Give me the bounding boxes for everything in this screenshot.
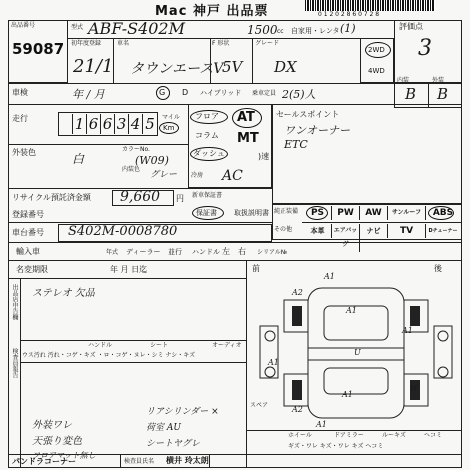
row-line: [8, 242, 462, 243]
option-item: サンルーフ: [388, 206, 426, 220]
row-line: [8, 144, 188, 145]
mileage-digit: 5: [145, 115, 155, 133]
divider: [210, 38, 211, 83]
row-line: [20, 340, 246, 341]
mileage-digit: 4: [129, 114, 143, 134]
score-label: 評価点: [399, 22, 423, 31]
interior-header: オーディオ: [212, 342, 242, 349]
interior-note: 荷室 AU: [146, 423, 181, 433]
registration-label: 登録番号: [12, 210, 44, 219]
interior-note: リアシリンダー ×: [146, 407, 219, 417]
selling-points-label: セールスポイント: [276, 110, 340, 119]
row-line: [68, 38, 394, 39]
cooler-value: AC: [222, 168, 243, 184]
lot-number: 59087: [12, 40, 65, 58]
usage-marks: (1): [340, 22, 356, 35]
displacement-value: 1500: [247, 23, 278, 37]
diagram-front-label: 前: [252, 264, 260, 273]
divider: [252, 38, 253, 83]
option-item: PS: [304, 206, 332, 220]
warranty-item: 保証書: [196, 209, 217, 217]
color-no-label: カラーNo.: [122, 146, 150, 153]
row-line: [8, 260, 462, 261]
dash-option: ダッシュ: [193, 149, 225, 158]
interior-notes: ウス汚れ 汚れ・コゲ・キズ ・ロ・コゲ・ヌレ・シミ ナシ・キズ: [22, 352, 196, 359]
inspection-value: 年 / 月: [72, 88, 105, 101]
recycle-label: リサイクル預託済金額: [12, 193, 91, 202]
recycle-value: 9,660: [120, 189, 161, 205]
inspection-label: 車検: [12, 88, 28, 97]
interior-header: ハンドル: [88, 342, 113, 349]
drive-2wd: 2WD: [368, 46, 385, 54]
spare-header: ヘコミ: [424, 432, 443, 439]
damage-mark: A1: [342, 390, 353, 399]
exterior-score-label: 外装: [432, 77, 445, 84]
row-line: [302, 222, 462, 223]
int-color-label: 内装色: [122, 166, 141, 173]
option-item: エアバッグ: [332, 224, 360, 252]
seats-label: 乗車定員: [252, 90, 277, 97]
inspector-label: 検査員氏名: [124, 458, 155, 465]
name-change-date: 年 月 日迄: [110, 265, 148, 274]
damage-mark: A1: [268, 358, 279, 367]
inspector-name: 横井 玲太朗: [166, 456, 209, 465]
footer-corner-label: パンドラコーナー: [12, 457, 76, 466]
exterior-score-value: B: [437, 85, 449, 103]
floor-option: フロア: [195, 112, 219, 121]
mileage-digit: [59, 114, 73, 134]
option-ps-circle: [306, 206, 328, 220]
mileage-unit-mile: マイル: [162, 114, 180, 121]
row-line: [8, 454, 462, 455]
options-label: 純正装備: [274, 208, 299, 215]
options2-label: その他: [274, 226, 293, 233]
import-year-label: 年式: [106, 249, 119, 256]
sheet-logo: Mac 神戸 出品票: [155, 4, 269, 19]
import-label: 輸入車: [16, 247, 40, 256]
seats-value: 2(5)人: [282, 88, 316, 101]
barcode-number: 0 1 2 0 2 8 6 0 7 2 8: [318, 11, 380, 18]
damage-mark: A2: [292, 288, 303, 297]
interior-score-value: B: [405, 85, 417, 103]
option-item: ナビ: [360, 224, 388, 238]
score-value: 3: [418, 36, 432, 61]
lot-label: 出品番号: [11, 22, 36, 29]
option-item: ABS: [432, 208, 454, 218]
declaration-line: フロアマット無し: [32, 451, 96, 460]
row-line: [246, 430, 462, 431]
option-item: PW: [332, 206, 360, 220]
import-handle-label: ハンドル: [192, 248, 220, 256]
damage-mark: A1: [346, 306, 357, 315]
spare-header: ルーキズ: [382, 432, 406, 439]
import-right: 右: [238, 247, 246, 256]
fuel-hybrid: ハイブリッド: [200, 89, 242, 97]
name-label: 車名: [117, 40, 130, 47]
mileage-digit: 6: [87, 114, 101, 134]
first-reg-value: 21/1: [73, 56, 114, 77]
import-left: 左: [222, 247, 230, 256]
mileage-digit: 6: [101, 114, 115, 134]
declaration-label: 出品店申告欄: [11, 284, 18, 320]
interior-note: シートヤグレ: [146, 439, 201, 449]
row-line: [8, 83, 394, 84]
int-color-value: グレー: [150, 170, 178, 180]
declaration-line: 外装ワレ: [32, 420, 72, 431]
chassis-value: S402M-0008780: [68, 224, 178, 239]
color-no-value: (W09): [135, 154, 169, 167]
mileage-label: 走行: [12, 114, 28, 123]
name-change-label: 名変期限: [16, 265, 48, 274]
selling-point-line: ETC: [284, 138, 308, 151]
damage-mark: A1: [402, 326, 413, 335]
divider: [113, 38, 114, 83]
chassis-label: 車台番号: [12, 228, 44, 237]
option-item: 本革: [304, 224, 332, 238]
option-item: Dチューナー: [428, 228, 458, 234]
first-reg-label: 初年度登録: [71, 40, 102, 47]
mileage-digit: 3: [115, 114, 129, 134]
body-label: F 形状: [212, 40, 230, 47]
import-dealer: ディーラー: [126, 248, 161, 256]
declaration-line: 天張り変色: [32, 436, 82, 447]
grade-value: DX: [274, 58, 297, 76]
cooler-label: 冷房: [191, 172, 204, 179]
usage-label: 自家用・レンタ: [291, 27, 340, 35]
spare-label: スペア: [250, 402, 269, 409]
spare-header: ドアミラー: [334, 432, 364, 439]
damage-mark: A2: [292, 405, 303, 414]
row-line: [20, 362, 246, 363]
warranty-item: 取扱説明書: [234, 209, 269, 217]
recycle-unit: 円: [176, 194, 184, 203]
interior-header: シート: [150, 342, 169, 349]
grade-label: グレード: [255, 40, 280, 47]
declaration-line: ステレオ 欠品: [32, 288, 95, 299]
mt-option: MT: [237, 131, 259, 146]
damage-mark: W: [410, 384, 419, 393]
warranty-label: 新車保証書: [192, 192, 223, 199]
damage-mark: A1: [324, 272, 335, 281]
drive-4wd: 4WD: [368, 67, 385, 75]
interior-check-label: 検査員報告: [11, 348, 18, 378]
fuel-gas: G: [159, 88, 166, 97]
body-value: 5V: [222, 58, 243, 76]
barcode: [305, 0, 435, 11]
mileage-digit: 1: [73, 114, 87, 134]
displacement-unit: cc: [277, 28, 284, 35]
fuel-diesel: D: [182, 88, 189, 97]
row-line: [8, 278, 246, 279]
diagram-rear-label: 後: [434, 264, 442, 273]
column-option: コラム: [195, 131, 219, 140]
spare-row: ギズ・ワレ キズ・ワレ キズ ヘコミ: [288, 443, 384, 450]
import-parallel: 並行: [168, 248, 182, 256]
ext-color-value: 白: [72, 152, 85, 166]
option-item: TV: [388, 224, 426, 238]
model-label: 型式: [71, 24, 84, 31]
row-line: [8, 222, 272, 223]
divider: [246, 260, 247, 468]
speed-label: )速: [258, 152, 270, 161]
selling-point-line: ワンオーナー: [284, 124, 350, 137]
damage-mark: U: [354, 348, 361, 357]
interior-score-label: 内装: [397, 77, 410, 84]
option-item: AW: [360, 206, 388, 220]
at-option: AT: [237, 110, 255, 125]
spare-header: ホイール: [288, 432, 312, 439]
mileage-unit-km: Km: [163, 124, 175, 132]
ext-color-label: 外装色: [12, 148, 36, 157]
name-value: タウンエースV: [130, 61, 224, 77]
option-abs-circle: [428, 206, 454, 220]
model-value: ABF-S402M: [88, 19, 185, 38]
damage-mark: A1: [316, 420, 327, 429]
divider: [20, 278, 21, 468]
import-serial-label: シリアル№: [257, 249, 288, 256]
